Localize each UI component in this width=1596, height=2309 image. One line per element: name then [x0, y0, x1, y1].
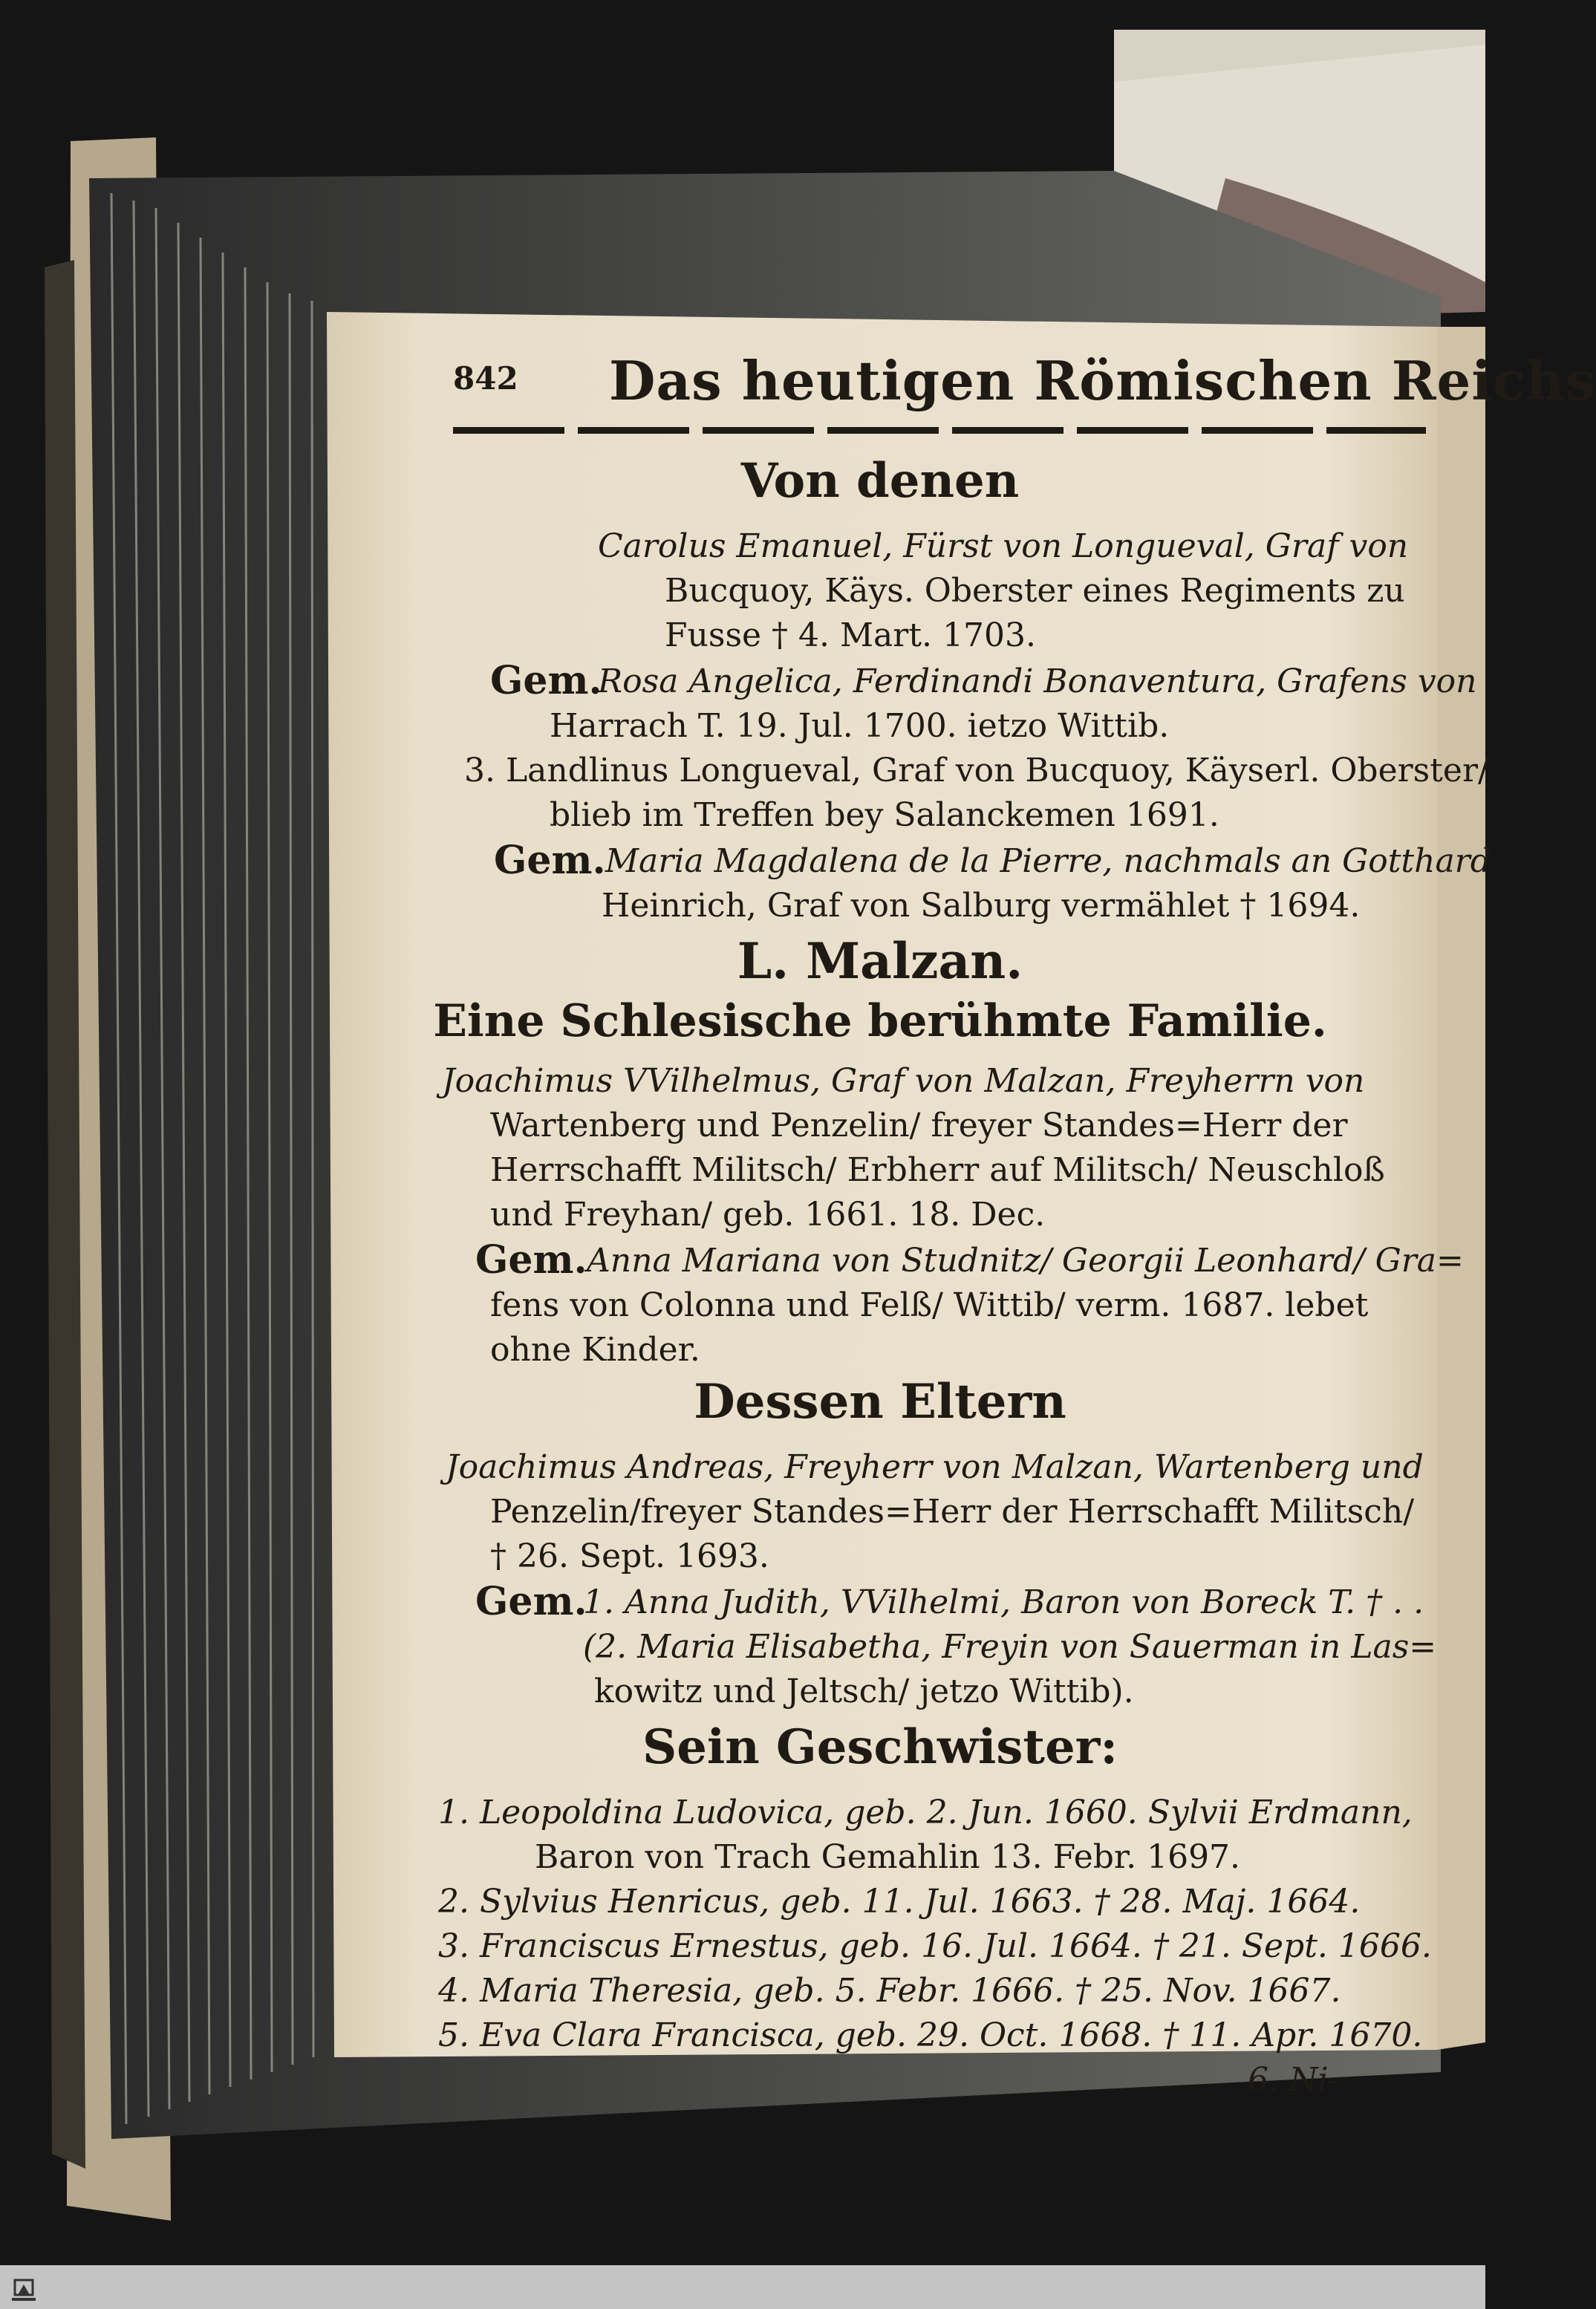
entry-line: Maria Magdalena de la Pierre, nachmals an Gotthard	[605, 842, 1491, 880]
entry-line: Fusse † 4. Mart. 1703.	[665, 616, 1036, 654]
entry-line: † 26. Sept. 1693.	[490, 1537, 769, 1575]
sibling-entry: 4. Maria Theresia, geb. 5. Febr. 1666. † 25. Nov. 1667.	[438, 1972, 1341, 2010]
page-number: 842	[453, 360, 518, 397]
entry-line: Anna Mariana von Studnitz/ Georgii Leonhard/ Gra=	[587, 1242, 1464, 1280]
entry-line: (2. Maria Elisabetha, Freyin von Sauerman in Las=	[583, 1628, 1437, 1666]
entry-line: Wartenberg und Penzelin/ freyer Standes=Herr der	[490, 1107, 1348, 1144]
spouse-label: Gem.	[490, 658, 602, 703]
book-page	[327, 312, 1596, 2099]
section-heading-dessen-eltern: Dessen Eltern	[694, 1374, 1066, 1430]
section-heading-von-denen: Von denen	[740, 453, 1020, 509]
entry-line: Joachimus Andreas, Freyherr von Malzan, Wartenberg und	[446, 1448, 1424, 1486]
entry-line: kowitz und Jeltsch/ jetzo Wittib).	[594, 1673, 1134, 1710]
entry-line: Rosa Angelica, Ferdinandi Bonaventura, Grafens von	[598, 662, 1477, 700]
entry-line: Herrschafft Militsch/ Erbherr auf Militsch/ Neuschloß	[490, 1151, 1385, 1189]
viewer-footer-bar	[0, 2265, 1485, 2309]
entry-line: Penzelin/freyer Standes=Herr der Herrschafft Militsch/	[490, 1493, 1415, 1531]
entry-line: ohne Kinder.	[490, 1331, 700, 1369]
sibling-entry: Baron von Trach Gemahlin 13. Febr. 1697.	[535, 1838, 1241, 1876]
sibling-entry: 5. Eva Clara Francisca, geb. 29. Oct. 1668. † 11. Apr. 1670.	[438, 2016, 1423, 2054]
sibling-entry: 3. Franciscus Ernestus, geb. 16. Jul. 1664. † 21. Sept. 1666.	[438, 1927, 1432, 1965]
spouse-label: Gem.	[494, 838, 606, 883]
catchword: 6. Ni-	[1248, 2061, 1340, 2099]
spouse-label: Gem.	[475, 1579, 587, 1624]
entry-line: Heinrich, Graf von Salburg vermählet † 1694.	[602, 887, 1361, 925]
running-header: Das heutigen Römischen Reichs	[609, 349, 1596, 412]
section-heading-geschwister: Sein Geschwister:	[642, 1719, 1118, 1775]
header-rule	[453, 427, 1426, 434]
facing-page-edge	[1441, 319, 1485, 2028]
entry-line: 1. Anna Judith, VVilhelmi, Baron von Boreck T. † . .	[583, 1583, 1424, 1621]
entry-line: und Freyhan/ geb. 1661. 18. Dec.	[490, 1196, 1046, 1234]
entry-line: 3. Landlinus Longueval, Graf von Bucquoy, Käyserl. Oberster/	[464, 752, 1489, 789]
section-subheading: Eine Schlesische berühmte Familie.	[433, 995, 1327, 1047]
sibling-entry: 1. Leopoldina Ludovica, geb. 2. Jun. 1660. Sylvii Erdmann,	[438, 1794, 1413, 1831]
section-heading-malzan: L. Malzan.	[737, 932, 1023, 990]
entry-line: blieb im Treffen bey Salanckemen 1691.	[550, 796, 1219, 834]
entry-line: fens von Colonna und Felß/ Wittib/ verm. 1687. lebet	[490, 1286, 1369, 1324]
spouse-label: Gem.	[475, 1237, 587, 1283]
entry-line: Harrach T. 19. Jul. 1700. ietzo Wittib.	[550, 707, 1170, 745]
entry-line: Joachimus VVilhelmus, Graf von Malzan, Freyherrn von	[442, 1062, 1365, 1100]
library-logo-icon	[10, 2277, 37, 2302]
entry-line: Carolus Emanuel, Fürst von Longueval, Graf von	[598, 527, 1409, 565]
entry-line: Bucquoy, Käys. Oberster eines Regiments zu	[665, 572, 1405, 610]
sibling-entry: 2. Sylvius Henricus, geb. 11. Jul. 1663. † 28. Maj. 1664.	[438, 1883, 1361, 1921]
